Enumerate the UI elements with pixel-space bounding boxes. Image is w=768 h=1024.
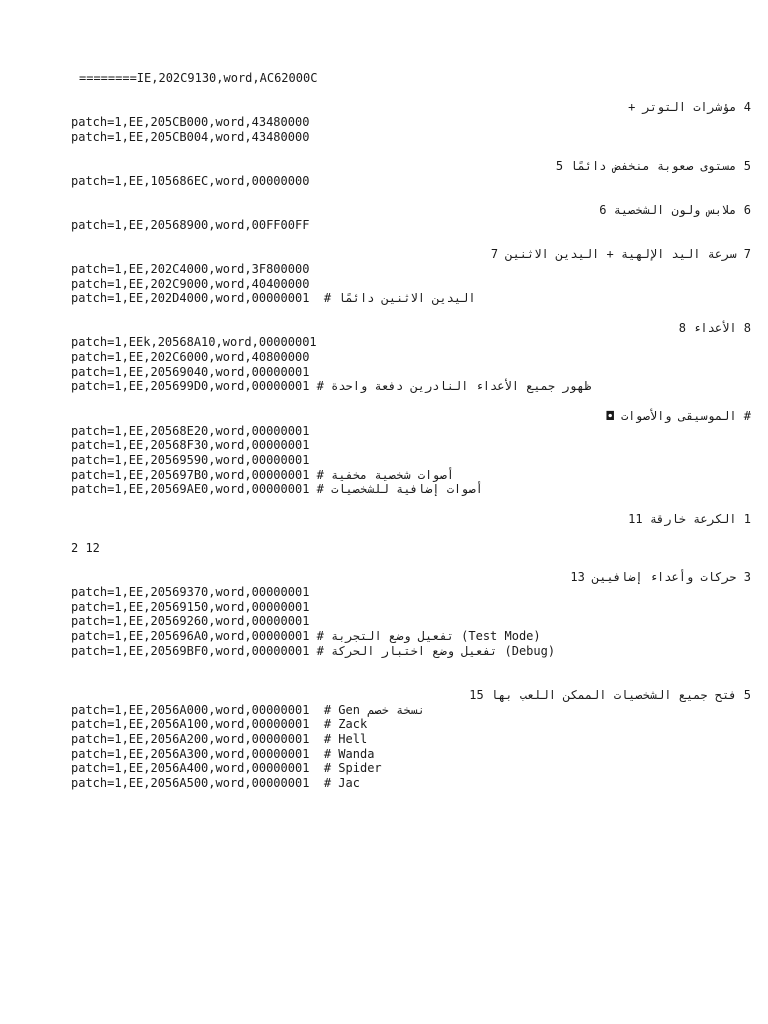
section-title: 7 سرعة اليد الإلهية + اليدين الاثنين 7 — [490, 247, 751, 262]
section-title: 5 مستوى صعوبة منخفض دائمًا 5 — [555, 159, 751, 174]
patch-line: patch=1,EE,2056A100,word,00000001 # Zack — [71, 717, 368, 732]
patch-line: patch=1,EE,2056A400,word,00000001 # Spider — [71, 761, 382, 776]
patch-line: patch=1,EE,205696A0,word,00000001 # تفعيل وضع التجربة (Test Mode) — [71, 629, 541, 644]
patch-line: patch=1,EE,20568900,word,00FF00FF — [71, 217, 310, 232]
patch-line: patch=1,EE,205699D0,word,00000001 # ظهور جميع الأعداء النادرين دفعة واحدة — [71, 379, 592, 394]
document-page — [71, 71, 751, 791]
sections-container — [71, 100, 751, 790]
spacer — [71, 556, 751, 571]
spacer — [71, 306, 751, 321]
patch-line: patch=1,EE,202C4000,word,3F800000 — [71, 261, 310, 276]
header-line: ========IE,202C9130,word,AC62000C — [79, 71, 318, 85]
spacer — [71, 659, 751, 674]
patch-line: patch=1,EE,20569370,word,00000001 — [71, 585, 310, 600]
patch-line: patch=1,EE,2056A200,word,00000001 # Hell — [71, 731, 368, 746]
section-title: # الموسيقى والأصوات ◘ — [606, 408, 751, 423]
patch-line: patch=1,EE,20569BF0,word,00000001 # تفعيل وضع اختبار الحركة (Debug) — [71, 643, 556, 658]
spacer — [71, 497, 751, 512]
patch-line: patch=1,EE,202C9000,word,40400000 — [71, 276, 310, 291]
patch-line: patch=1,EEk,20568A10,word,00000001 — [71, 335, 317, 350]
spacer — [71, 86, 751, 101]
patch-line: patch=1,EE,20568F30,word,00000001 — [71, 438, 310, 453]
section-title: 6 ملابس ولون الشخصية 6 — [599, 203, 751, 218]
patch-line: patch=1,EE,2056A000,word,00000001 # Gen نسخة خصم — [71, 702, 426, 717]
spacer — [71, 144, 751, 159]
patch-line: patch=1,EE,20568E20,word,00000001 — [71, 423, 310, 438]
patch-line: patch=1,EE,20569AE0,word,00000001 # أصوات إضافية للشخصيات — [71, 482, 483, 497]
section-title: 5 فتح جميع الشخصيات الممكن اللعب بها 15 — [469, 687, 751, 702]
patch-line: patch=1,EE,20569590,word,00000001 — [71, 452, 310, 467]
spacer — [71, 673, 751, 688]
section-title: 1 الكرعة خارقة 11 — [628, 511, 751, 526]
patch-line: patch=1,EE,202D4000,word,00000001 # اليدين الاثنين دائمًا — [71, 291, 476, 306]
patch-line: patch=1,EE,205CB000,word,43480000 — [71, 115, 310, 130]
section-title: 8 الأعداء 8 — [678, 320, 751, 335]
patch-line: patch=1,EE,2056A500,word,00000001 # Jac — [71, 776, 360, 790]
section-title: 4 مؤشرات التوتر + — [628, 100, 751, 115]
patch-line: patch=1,EE,20569260,word,00000001 — [71, 614, 310, 629]
patch-line: patch=1,EE,2056A300,word,00000001 # Wanda — [71, 746, 375, 761]
patch-line: patch=1,EE,20569040,word,00000001 — [71, 364, 310, 379]
patch-line: patch=1,EE,205697B0,word,00000001 # أصوات شخصية مخفية — [71, 467, 454, 482]
patch-line: patch=1,EE,202C6000,word,40800000 — [71, 350, 310, 365]
patch-line: patch=1,EE,20569150,word,00000001 — [71, 599, 310, 614]
patch-line: patch=1,EE,205CB004,word,43480000 — [71, 129, 310, 144]
spacer — [71, 233, 751, 248]
section-title: 3 حركات وأعداء إضافيين 13 — [570, 570, 751, 585]
spacer — [71, 526, 751, 541]
spacer — [71, 394, 751, 409]
spacer — [71, 189, 751, 204]
section-title: 2 12 — [71, 541, 100, 555]
patch-line: patch=1,EE,105686EC,word,00000000 — [71, 173, 310, 188]
